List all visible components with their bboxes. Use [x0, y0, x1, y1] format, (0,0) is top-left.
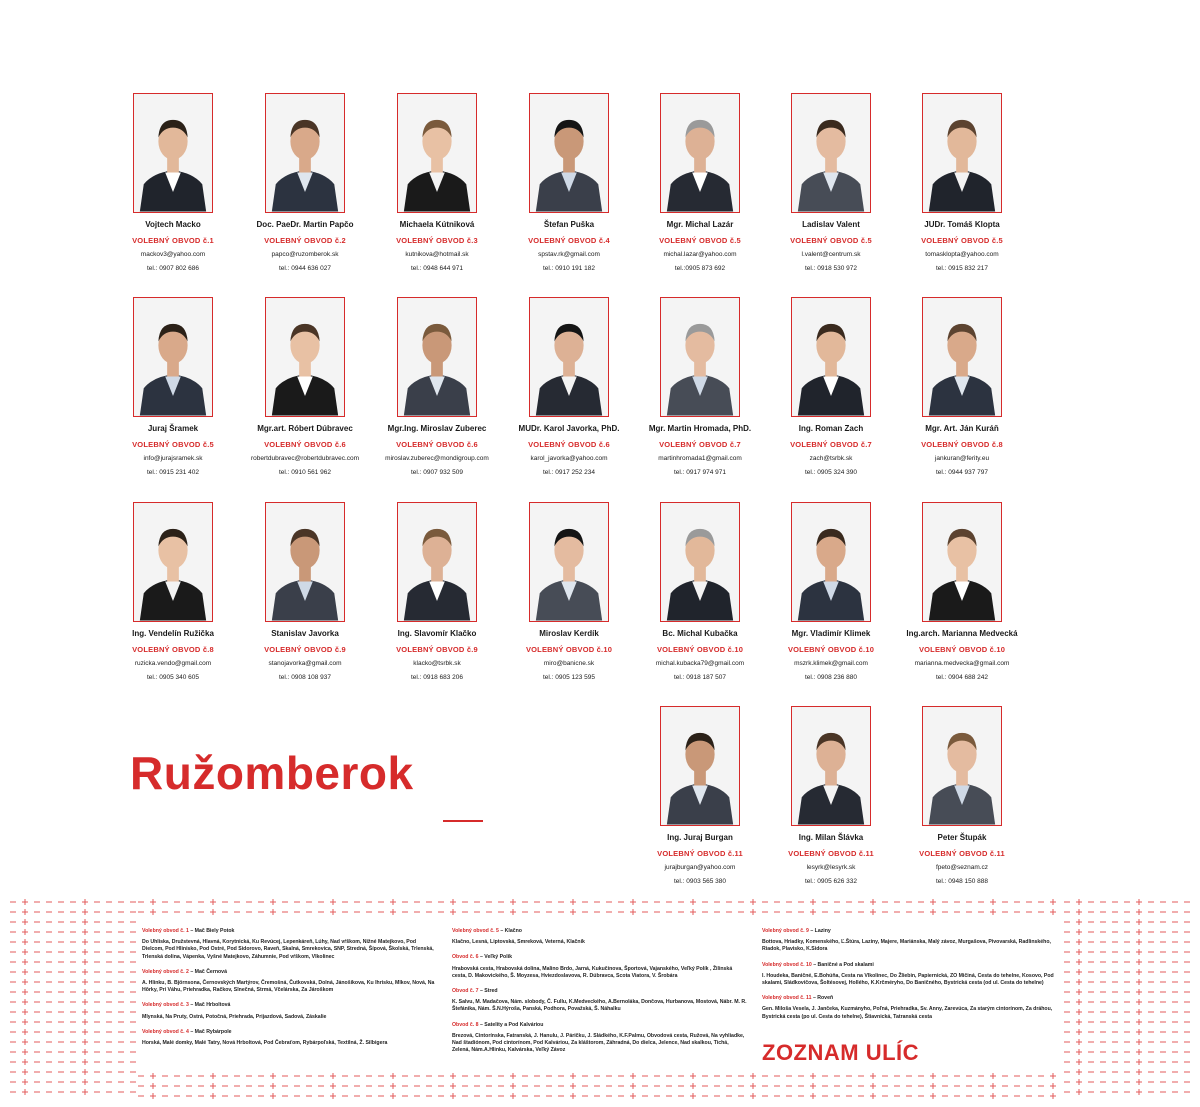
- district-streets: I. Houdeka, Baničné, E.Bohúňa, Cesta na Vlkolinec, Do Žliebin, Papiernická, ZO Mičiná, Cesta do tehelne, Kosovo, Pod skalami, Sládkovičova, Šoltésovej, Hollého, K.Krčméryho, Do Baničného, Bystrická cesta (od ul. Cesta do tehelne): [762, 972, 1054, 987]
- candidate-phone: tel.: 0905 123 595: [542, 674, 596, 681]
- candidate-email: stanojavorka@gmail.com: [268, 660, 342, 667]
- candidate-district: VOLEBNÝ OBVOD č.4: [528, 236, 610, 245]
- candidate-photo: [791, 706, 871, 826]
- candidate-name: Mgr. Art. Ján Kuráň: [925, 424, 999, 433]
- district-number: Obvod č. 6: [452, 954, 479, 961]
- candidate-photo: [791, 297, 871, 417]
- candidate-email: miro@banicne.sk: [543, 660, 595, 667]
- candidate-card: [756, 93, 906, 272]
- candidate-name: Ing. Milan Šlávka: [798, 833, 864, 842]
- candidate-email: martinhromada1@gmail.com: [658, 455, 742, 462]
- candidate-name: Mgr. Michal Lazár: [666, 220, 734, 229]
- candidate-photo: [397, 93, 477, 213]
- candidate-name: Michaela Kútniková: [399, 220, 475, 229]
- candidate-name: Mgr. Vladimír Klimek: [791, 629, 871, 638]
- candidate-district: VOLEBNÝ OBVOD č.1: [132, 236, 214, 245]
- district-streets: Gen. Miloša Vesela, J. Jančeka, Kuzmányho, Poľná, Priehradka, Sv. Anny, Zarevúca, Za starým cintorínom, Za dráhou, Bystrická cesta (po ul. Cesta do tehelne), Štiavnická, Tatranská cesta: [762, 1006, 1053, 1020]
- candidate-photo: [529, 93, 609, 213]
- candidate-email: karol_javorka@yahoo.com: [530, 455, 608, 462]
- district-heading: [142, 1002, 437, 1009]
- candidate-district: VOLEBNÝ OBVOD č.9: [396, 645, 478, 654]
- candidate-name: Mgr. Martin Hromada, PhD.: [648, 424, 752, 433]
- district-area: – Stred: [478, 988, 498, 995]
- candidate-name: Vojtech Macko: [145, 220, 201, 229]
- candidate-photo: [922, 297, 1002, 417]
- district-number: Volebný obvod č. 11: [762, 995, 812, 1002]
- candidate-district: VOLEBNÝ OBVOD č.10: [525, 645, 613, 654]
- candidate-district: VOLEBNÝ OBVOD č.10: [918, 645, 1006, 654]
- candidate-photo: [397, 297, 477, 417]
- candidate-name: MUDr. Karol Javorka, PhD.: [518, 424, 620, 433]
- candidate-card: [887, 297, 1037, 476]
- candidate-phone: tel.: 0918 530 972: [804, 265, 858, 272]
- candidate-email: lesyrk@lesyrk.sk: [806, 864, 856, 871]
- candidate-phone: tel.: 0905 324 390: [804, 469, 858, 476]
- district-number: Obvod č. 8: [452, 1021, 479, 1028]
- district-number: Volebný obvod č. 1: [142, 928, 189, 934]
- candidate-district: VOLEBNÝ OBVOD č.8: [132, 645, 214, 654]
- candidate-email: mszrk.klimek@gmail.com: [794, 660, 868, 667]
- candidate-card: [887, 502, 1037, 681]
- candidate-phone: tel.: 0904 688 242: [935, 674, 989, 681]
- district-area: – Klačno: [498, 928, 522, 934]
- candidate-card: [625, 297, 775, 476]
- candidate-photo: [529, 502, 609, 622]
- streets-column-3: [762, 920, 1062, 1021]
- candidate-district: VOLEBNÝ OBVOD č.5: [659, 236, 741, 245]
- candidate-photo: [133, 93, 213, 213]
- candidate-name: Doc. PaeDr. Martin Papčo: [256, 220, 354, 229]
- district-heading: [762, 928, 1062, 935]
- candidate-phone: tel.: 0905 626 332: [804, 878, 858, 885]
- candidate-email: fpeto@seznam.cz: [935, 864, 989, 871]
- district-number: Volebný obvod č. 3: [142, 1002, 189, 1009]
- candidate-phone: tel.: 0948 150 888: [935, 878, 989, 885]
- district-number: Volebný obvod č. 2: [142, 968, 189, 975]
- district-area: – Mač Biely Potok: [188, 928, 235, 934]
- candidate-card: [625, 706, 775, 885]
- district-streets: Mlynská, Na Pruty, Ostrá, Potočná, Priehrada, Prijazdová, Sadová, Záskalie: [142, 1013, 327, 1020]
- district-number: Volebný obvod č. 9: [762, 928, 809, 934]
- candidate-email: spstav.rk@gmail.com: [538, 251, 600, 258]
- candidate-phone: tel.: 0918 683 206: [410, 674, 464, 681]
- candidate-photo: [529, 297, 609, 417]
- candidate-district: VOLEBNÝ OBVOD č.6: [528, 440, 610, 449]
- candidate-photo: [133, 502, 213, 622]
- candidate-district: VOLEBNÝ OBVOD č.8: [921, 440, 1003, 449]
- candidate-phone: tel.: 0910 561 962: [278, 469, 332, 476]
- district-heading: [452, 1022, 747, 1029]
- candidate-phone: tel.: 0903 565 380: [673, 878, 727, 885]
- candidate-email: miroslav.zuberec@mondigroup.com: [385, 455, 489, 462]
- candidate-photo: [922, 93, 1002, 213]
- candidate-card: [756, 706, 906, 885]
- candidate-card: [98, 297, 248, 476]
- candidate-card: [756, 297, 906, 476]
- candidate-card: [494, 93, 644, 272]
- district-number: Volebný obvod č. 10: [762, 961, 812, 968]
- candidate-photo: [791, 93, 871, 213]
- candidate-name: Juraj Šramek: [147, 424, 199, 433]
- district-heading: [142, 1029, 437, 1036]
- candidate-phone: tel.: 0915 231 402: [146, 469, 200, 476]
- district-heading: [762, 995, 1062, 1002]
- streets-column-1: [142, 920, 437, 1047]
- pattern-bottom: [136, 1072, 1062, 1102]
- district-area: – Veľký Polík: [478, 954, 512, 961]
- candidate-email: kutnikova@hotmail.sk: [405, 251, 469, 258]
- candidate-email: marianna.medvecka@gmail.com: [914, 660, 1010, 667]
- candidate-email: info@jurajsramek.sk: [143, 455, 203, 462]
- candidate-district: VOLEBNÝ OBVOD č.11: [788, 849, 874, 858]
- candidate-phone: tel.: 0917 252 234: [542, 469, 596, 476]
- candidate-email: ruzicka.vendo@gmail.com: [134, 660, 212, 667]
- candidate-card: [756, 502, 906, 681]
- candidate-card: [887, 93, 1037, 272]
- district-streets: Bottova, Hriadky, Komenského, Ľ.Štúra, Laziny, Majere, Mariánska, Malý závoz, Murgašova, Pivovarská, Radlinského, Riadok, Plavisko, K.Sidora: [762, 939, 1051, 953]
- candidate-card: [98, 93, 248, 272]
- candidate-name: Ing. Juraj Burgan: [667, 833, 733, 842]
- candidate-card: [625, 93, 775, 272]
- district-number: Volebný obvod č. 4: [142, 1028, 189, 1035]
- streets-title: ZOZNAM ULÍC: [762, 1040, 920, 1065]
- candidate-name: Ing.arch. Marianna Medvecká: [906, 629, 1018, 638]
- candidate-card: [362, 502, 512, 681]
- district-area: – Baničné a Pod skalami: [811, 961, 874, 968]
- candidate-phone: tel.: 0918 187 507: [673, 674, 727, 681]
- district-heading: [142, 969, 437, 976]
- candidate-phone: tel.: 0905 340 605: [146, 674, 200, 681]
- candidate-photo: [791, 502, 871, 622]
- candidate-name: Stanislav Javorka: [271, 629, 339, 638]
- candidate-photo: [265, 502, 345, 622]
- candidate-name: Mgr.Ing. Miroslav Zuberec: [387, 424, 487, 433]
- district-streets: K. Salvu, M. Madačova, Nám. slobody, Č. Fullu, K.Medveckého, A.Bernoláka, Dončova, Hurbanova, Mostová, Nábr. M. R. Štefánika, Nám. Š.N.Hýroša, Panská, Podhora, Považská, Š. Náhalku: [452, 999, 747, 1013]
- candidate-name: Miroslav Kerdík: [539, 629, 599, 638]
- candidate-district: VOLEBNÝ OBVOD č.5: [921, 236, 1003, 245]
- pattern-right: [1062, 898, 1192, 1098]
- district-streets: Horská, Malé domky, Malé Tatry, Nová Hrboltová, Pod Čebraťom, Rybárpoľská, Textilná, Ž. Silbigera: [142, 1040, 388, 1047]
- candidate-phone: tel.:0905 873 692: [674, 265, 726, 272]
- candidate-email: jankuran@ferity.eu: [934, 455, 990, 462]
- district-streets: Do Uhliska, Družstevná, Hlavná, Korytnická, Ku Revúcej, Lepenkáreň, Lúhy, Nad vŕškom, Nižné Matejkovo, Pod Dielcom, Pod Hlinisko, Pod Ostré, Pod Sidorovo, Raveň, Skalná, Smrekovica, SNP, Stredná, Šípová, Školská, Trlenská, Trlenská dolina, Vápenka, Vyšné Matejkovo, Záhumnie, Pod vŕškom, Vlkolinec: [142, 939, 434, 960]
- candidate-email: michal.kubacka79@gmail.com: [655, 660, 745, 667]
- candidate-photo: [265, 93, 345, 213]
- candidate-email: papco@ruzomberok.sk: [271, 251, 339, 258]
- candidate-card: [230, 502, 380, 681]
- district-area: – Laziny: [808, 928, 831, 934]
- candidate-card: [98, 502, 248, 681]
- pattern-left: [8, 898, 136, 1098]
- candidate-district: VOLEBNÝ OBVOD č.10: [656, 645, 744, 654]
- district-heading: [142, 928, 437, 935]
- candidate-card: [362, 297, 512, 476]
- district-heading: [452, 954, 747, 961]
- candidate-photo: [922, 502, 1002, 622]
- candidate-email: jurajburgan@yahoo.com: [664, 864, 736, 871]
- candidate-email: zach@tsrbk.sk: [809, 455, 853, 462]
- candidate-district: VOLEBNÝ OBVOD č.5: [132, 440, 214, 449]
- district-area: – Mač Hrboltová: [188, 1002, 231, 1009]
- candidate-name: JUDr. Tomáš Klopta: [924, 220, 1000, 229]
- candidate-name: Ing. Slavomír Klačko: [397, 629, 477, 638]
- district-number: Volebný obvod č. 5: [452, 928, 499, 934]
- candidate-district: VOLEBNÝ OBVOD č.7: [659, 440, 741, 449]
- candidate-email: robertdubravec@robertdubravec.com: [250, 455, 360, 462]
- candidate-email: klacko@tsrbk.sk: [413, 660, 461, 667]
- district-heading: [452, 928, 747, 935]
- candidate-district: VOLEBNÝ OBVOD č.2: [264, 236, 346, 245]
- candidate-photo: [397, 502, 477, 622]
- candidate-photo: [922, 706, 1002, 826]
- candidate-email: l.valent@centrum.sk: [801, 251, 861, 258]
- candidate-district: VOLEBNÝ OBVOD č.6: [396, 440, 478, 449]
- candidate-photo: [265, 297, 345, 417]
- candidate-name: Peter Štupák: [937, 833, 987, 842]
- district-heading: [452, 988, 747, 995]
- candidate-card: [494, 502, 644, 681]
- candidate-district: VOLEBNÝ OBVOD č.11: [919, 849, 1005, 858]
- candidate-card: [362, 93, 512, 272]
- candidate-card: [494, 297, 644, 476]
- district-area: – Roveň: [811, 995, 834, 1002]
- candidate-email: tomasklopta@yahoo.com: [925, 251, 999, 258]
- candidate-name: Mgr.art. Róbert Dúbravec: [257, 424, 353, 433]
- district-area: – Satelity a Pod Kalváriou: [478, 1021, 544, 1028]
- streets-column-2: [452, 920, 747, 1054]
- candidate-photo: [133, 297, 213, 417]
- candidate-phone: tel.: 0948 644 971: [410, 265, 464, 272]
- candidate-photo: [660, 502, 740, 622]
- candidate-card: [625, 502, 775, 681]
- candidate-photo: [660, 297, 740, 417]
- district-area: – Mač Rybárpole: [188, 1028, 232, 1035]
- candidate-photo: [660, 93, 740, 213]
- district-streets: Brezová, Cintorínska, Fatranská, J. Hanulu, J. Páričku, J. Sládkého, K.F.Palmu, Obvodová cesta, Ružová, Na vyhliadke, Nad štadiónom, Pod cintorínom, Pod Kalváriou, Za kláštorom, Záhradná, Do dielca, Jelence, Nad skalkou, Tichá, Zelená, Nám.A.Hlinku, Kalvárska, Veľký Závoz: [452, 1032, 745, 1054]
- candidate-card: [230, 297, 380, 476]
- candidate-phone: tel.: 0915 832 217: [935, 265, 989, 272]
- candidate-phone: tel.: 0917 974 971: [673, 469, 727, 476]
- candidate-phone: tel.: 0907 802 686: [146, 265, 200, 272]
- candidate-email: michal.lazar@yahoo.com: [663, 251, 737, 258]
- candidate-email: mackov3@yahoo.com: [140, 251, 206, 258]
- candidate-name: Ladislav Valent: [802, 220, 860, 229]
- candidate-phone: tel.: 0908 236 880: [804, 674, 858, 681]
- candidate-name: Ing. Vendelín Ružička: [132, 629, 214, 638]
- candidate-phone: tel.: 0944 636 027: [278, 265, 332, 272]
- candidate-name: Štefan Puška: [543, 220, 595, 229]
- candidate-district: VOLEBNÝ OBVOD č.10: [787, 645, 875, 654]
- candidate-district: VOLEBNÝ OBVOD č.9: [264, 645, 346, 654]
- district-number: Obvod č. 7: [452, 988, 479, 995]
- district-heading: [762, 962, 1062, 969]
- district-streets: Hrabovská cesta, Hrabovská dolina, Malino Brdo, Jarná, Kukučínova, Športová, Vajanského, Veľký Polík , Žilinská cesta, D. Makovického, Š. Moyzesa, Hviezdoslavova, R. Dúbravca, Scota Viatora, V. Šrobára: [452, 965, 733, 979]
- candidate-name: Ing. Roman Zach: [798, 424, 864, 433]
- candidate-card: [230, 93, 380, 272]
- title-underline: [443, 820, 483, 822]
- candidate-name: Bc. Michal Kubačka: [662, 629, 738, 638]
- candidate-district: VOLEBNÝ OBVOD č.5: [790, 236, 872, 245]
- candidate-district: VOLEBNÝ OBVOD č.7: [790, 440, 872, 449]
- candidate-district: VOLEBNÝ OBVOD č.11: [657, 849, 743, 858]
- candidate-phone: tel.: 0944 937 797: [935, 469, 989, 476]
- district-streets: Klačno, Lesná, Liptovská, Smreková, Veterná, Klačník: [452, 939, 585, 946]
- city-title: Ružomberok: [130, 747, 414, 799]
- candidate-card: [887, 706, 1037, 885]
- candidate-phone: tel.: 0910 191 182: [542, 265, 596, 272]
- candidate-district: VOLEBNÝ OBVOD č.3: [396, 236, 478, 245]
- candidate-phone: tel.: 0907 932 509: [410, 469, 464, 476]
- candidate-district: VOLEBNÝ OBVOD č.6: [264, 440, 346, 449]
- candidate-phone: tel.: 0908 108 937: [278, 674, 332, 681]
- district-streets: A. Hlinku, B. Björnsona, Černovských Martýrov, Čremošná, Čutkovská, Dolná, Jánošíkova, Ku Ihrisku, Mlkov, Nová, Na Hôrky, Pri Váhu, Priehradka, Račkov, Slnečná, Strmá, Včelárska, Za Jároškom: [142, 980, 435, 994]
- candidate-photo: [660, 706, 740, 826]
- district-area: – Mač Černová: [188, 968, 227, 975]
